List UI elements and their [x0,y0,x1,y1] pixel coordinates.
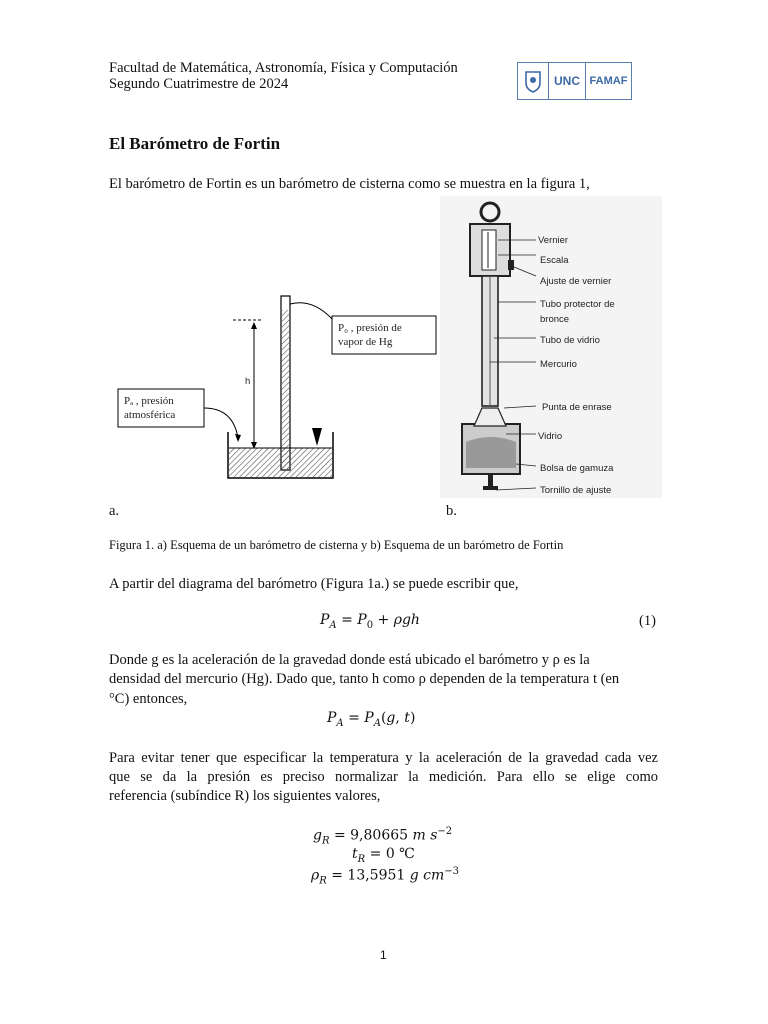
ref-g-value: 9,80665 [350,827,409,844]
paragraph-2-line1: Donde g es la aceleración de la gravedad donde está ubicado el barómetro y ρ es la [109,652,590,668]
label-vidrio: Vidrio [538,431,563,442]
label-vernier: Vernier [538,235,569,246]
figure-a-tag: a. [109,503,120,519]
label-h: h [245,376,251,387]
ref-rho: $\rho_R = 13,5951$ g $cm^{-3}$ [311,866,460,887]
equation-2: $P_A = P_A(g$, t) [327,710,416,729]
label-tubo-protector: Tubo protector de [540,299,615,310]
label-ajuste-vernier: Ajuste de vernier [540,276,612,287]
paragraph-2-line2: densidad del mercurio (Hg). Dado que, tanto h como ρ dependen de la temperatura t (en [109,671,620,687]
equation-1: $P_A = P_0 + \rho gh$ [320,612,420,631]
header-institution: Facultad de Matemática, Astronomía, Física y Computación [109,60,458,76]
page-number: 1 [380,948,387,962]
label-punta-enrase: Punta de enrase [542,402,612,413]
label-mercurio: Mercurio [540,359,577,370]
figure-caption: Figura 1. a) Esquema de un barómetro de cisterna y b) Esquema de un barómetro de Fortin [109,538,564,552]
paragraph-3-line3: referencia (subíndice R) los siguientes valores, [109,788,381,804]
label-bolsa-gamuza: Bolsa de gamuza [540,463,614,474]
label-tubo-vidrio: Tubo de vidrio [540,335,600,346]
page-title: El Barómetro de Fortin [109,134,281,153]
figure-b-tag: b. [446,503,457,519]
intro-text: El barómetro de Fortin es un barómetro de cisterna como se muestra en la figura 1, [109,176,590,192]
label-escala: Escala [540,255,569,266]
ref-t: $t_R = 0$ ℃ [352,846,415,865]
label-p0-line1: P₀ , presión de [338,322,402,334]
label-tornillo-ajuste: Tornillo de ajuste [540,485,612,496]
ref-g: $g_R = 9,80665$ m $s^{-2}$ [313,826,453,847]
paragraph-3-line2: que se da la presión es preciso normalizar la medición. Para ello se elige como [109,769,658,785]
logo-unc-text: UNC [549,63,586,99]
paragraph-2-line3: °C) entonces, [109,691,188,707]
figure-a-cistern-barometer [108,280,440,490]
header-term: Segundo Cuatrimestre de 2024 [109,76,289,92]
ref-rho-value: 13,5951 [347,867,406,884]
paragraph-3-line1: Para evitar tener que especificar la temperatura y la aceleración de la gravedad cada vez [109,750,658,766]
logo-famaf-text: FAMAF [589,75,628,87]
label-pa-line2: atmosférica [124,409,176,421]
figure-b-fortin-barometer [440,196,662,498]
ref-t-value: 0 ℃ [385,846,415,862]
seal-icon [518,63,549,99]
label-p0-line2: vapor de Hg [338,336,393,348]
institution-logo [517,62,632,100]
equation-1-number: (1) [639,613,656,629]
label-pa-line1: Pₐ , presión [124,395,174,407]
paragraph-1: A partir del diagrama del barómetro (Figura 1a.) se puede escribir que, [109,576,519,592]
label-bronce: bronce [540,314,570,325]
